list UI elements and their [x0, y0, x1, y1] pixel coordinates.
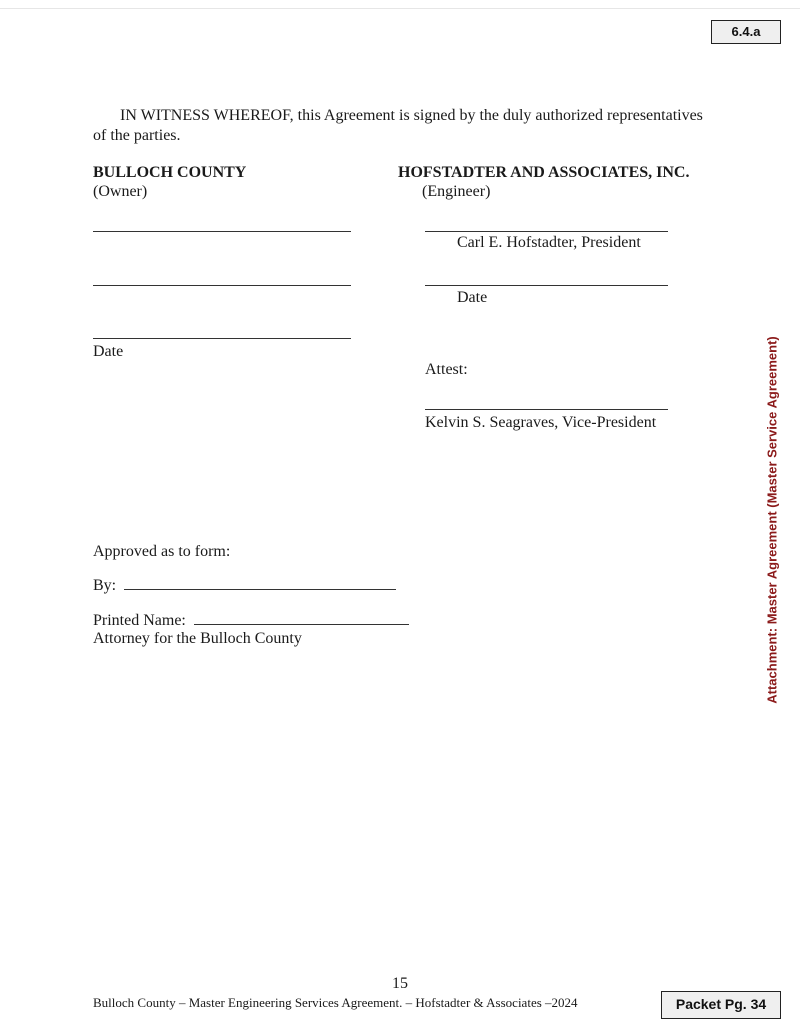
attest-signature-line[interactable] [425, 409, 668, 410]
owner-signature-line-1[interactable] [93, 231, 351, 232]
owner-date-label: Date [93, 343, 124, 360]
owner-signature-line-2[interactable] [93, 285, 351, 286]
printed-name-label: Printed Name: [93, 612, 186, 629]
owner-role: (Owner) [93, 183, 148, 200]
witness-text-line1: IN WITNESS WHEREOF, this Agreement is signed by the duly authorized representatives [120, 107, 703, 124]
engineer-signer1-name: Carl E. Hofstadter, President [457, 234, 641, 251]
owner-date-line[interactable] [93, 338, 351, 339]
approval-heading: Approved as to form: [93, 543, 231, 560]
engineer-role: (Engineer) [422, 183, 491, 200]
attorney-label: Attorney for the Bulloch County [93, 630, 302, 647]
engineer-date-label: Date [457, 289, 488, 306]
attachment-label: Attachment: Master Agreement (Master Service Agreement) [764, 336, 780, 704]
top-border [0, 8, 800, 9]
printed-name-line[interactable] [194, 624, 409, 625]
attest-label: Attest: [425, 361, 468, 378]
agenda-item-badge: 6.4.a [711, 20, 781, 44]
witness-text-line2: of the parties. [93, 127, 181, 144]
engineer-signer2-name: Kelvin S. Seagraves, Vice-President [425, 414, 657, 431]
printed-name-row [93, 611, 409, 630]
engineer-date-line[interactable] [425, 285, 668, 286]
footer-text: Bulloch County – Master Engineering Services Agreement. – Hofstadter & Associates –2024 [93, 995, 578, 1010]
engineer-signature-line-1[interactable] [425, 231, 668, 232]
approval-by-row [93, 576, 396, 595]
page-number: 15 [392, 975, 408, 992]
owner-name: BULLOCH COUNTY [93, 164, 247, 181]
packet-page-badge: Packet Pg. 34 [661, 991, 781, 1019]
engineer-name: HOFSTADTER AND ASSOCIATES, INC. [398, 164, 690, 181]
by-label: By: [93, 577, 117, 594]
by-signature-line[interactable] [124, 589, 396, 590]
